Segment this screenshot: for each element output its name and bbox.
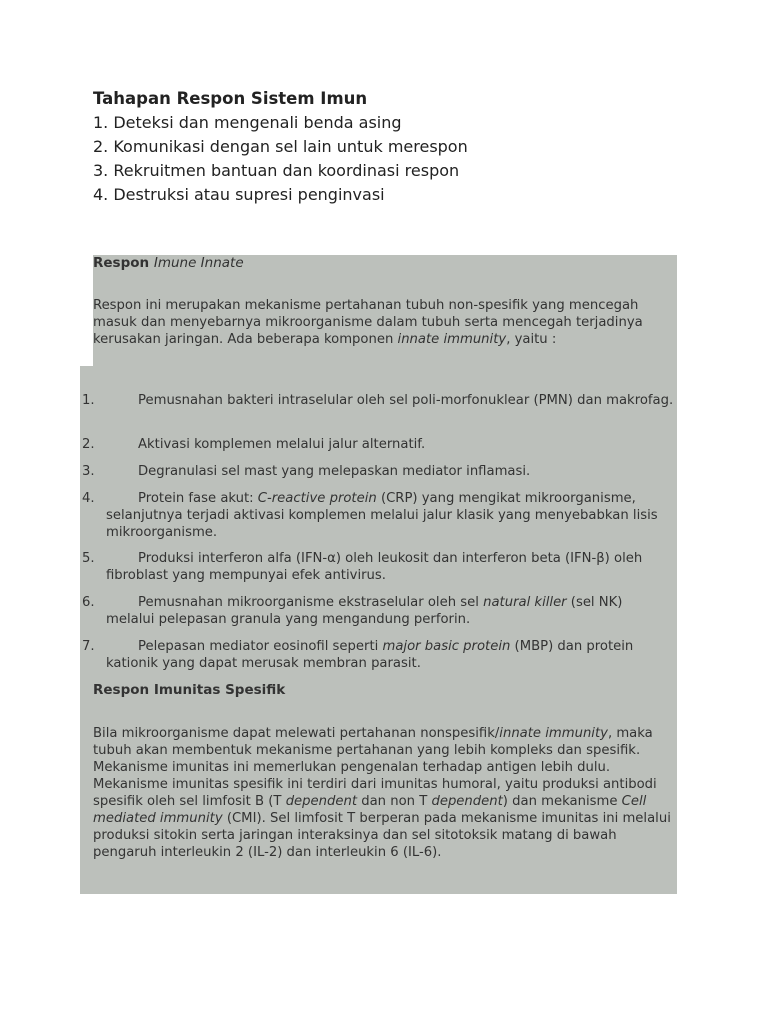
innate-list-item: 1. Pemusnahan bakteri intraselular oleh sel poli-morfonuklear (PMN) dan makrofag. [82, 393, 674, 408]
innate-list-item: 3. Degranulasi sel mast yang melepaskan mediator inflamasi. [82, 464, 531, 479]
innate-section-title: Respon Imune Innate [93, 255, 244, 271]
step-item: 1. Deteksi dan mengenali benda asing [93, 113, 402, 132]
heading-block [93, 87, 713, 207]
step-item: 4. Destruksi atau supresi penginvasi [93, 185, 385, 204]
innate-list-item: 6. Pemusnahan mikroorganisme ekstraselular oleh sel natural killer (sel NK) melalui pelepasan granula yang mengandung perforin. [82, 595, 623, 627]
innate-list-item: 5. Produksi interferon alfa (IFN-α) oleh leukosit dan interferon beta (IFN-β) oleh fibroblast yang mempunyai efek antivirus. [82, 551, 643, 583]
innate-paragraph: Respon ini merupakan mekanisme pertahanan tubuh non-spesifik yang mencegah masuk dan menyebarnya mikroorganisme dalam tubuh serta mencegah terjadinya kerusakan jaringan. Ada beberapa komponen innate immunity, yaitu : [93, 298, 643, 347]
document-title: Tahapan Respon Sistem Imun [93, 89, 368, 108]
specific-paragraph: Bila mikroorganisme dapat melewati pertahanan nonspesifik/innate immunity, maka tubuh akan membentuk mekanisme pertahanan yang lebih kompleks dan spesifik. Mekanisme imunitas ini memerlukan pengenalan terhadap antigen lebih dulu. Mekanisme imunitas spesifik ini terdiri dari imunitas humoral, yaitu produksi antibodi spesifik oleh sel limfosit B (T dependent dan non T dependent) dan mekanisme Cell mediated immunity (CMI). Sel limfosit T berperan pada mekanisme imunitas ini melalui produksi sitokin serta jaringan interaksinya dan sel sitotoksik matang di bawah pengaruh interleukin 2 (IL-2) dan interleukin 6 (IL-6). [93, 726, 671, 860]
specific-section-title: Respon Imunitas Spesifik [93, 682, 286, 698]
innate-list-item: 2. Aktivasi komplemen melalui jalur alternatif. [82, 437, 426, 452]
innate-list-item: 7. Pelepasan mediator eosinofil seperti major basic protein (MBP) dan protein kationik yang dapat merusak membran parasit. [82, 639, 634, 671]
step-item: 2. Komunikasi dengan sel lain untuk merespon [93, 137, 468, 156]
innate-list-item: 4. Protein fase akut: C-reactive protein (CRP) yang mengikat mikroorganisme, selanjutnya terjadi aktivasi komplemen melalui jalur klasik yang menyebabkan lisis mikroorganisme. [82, 491, 658, 540]
step-item: 3. Rekruitmen bantuan dan koordinasi respon [93, 161, 460, 180]
